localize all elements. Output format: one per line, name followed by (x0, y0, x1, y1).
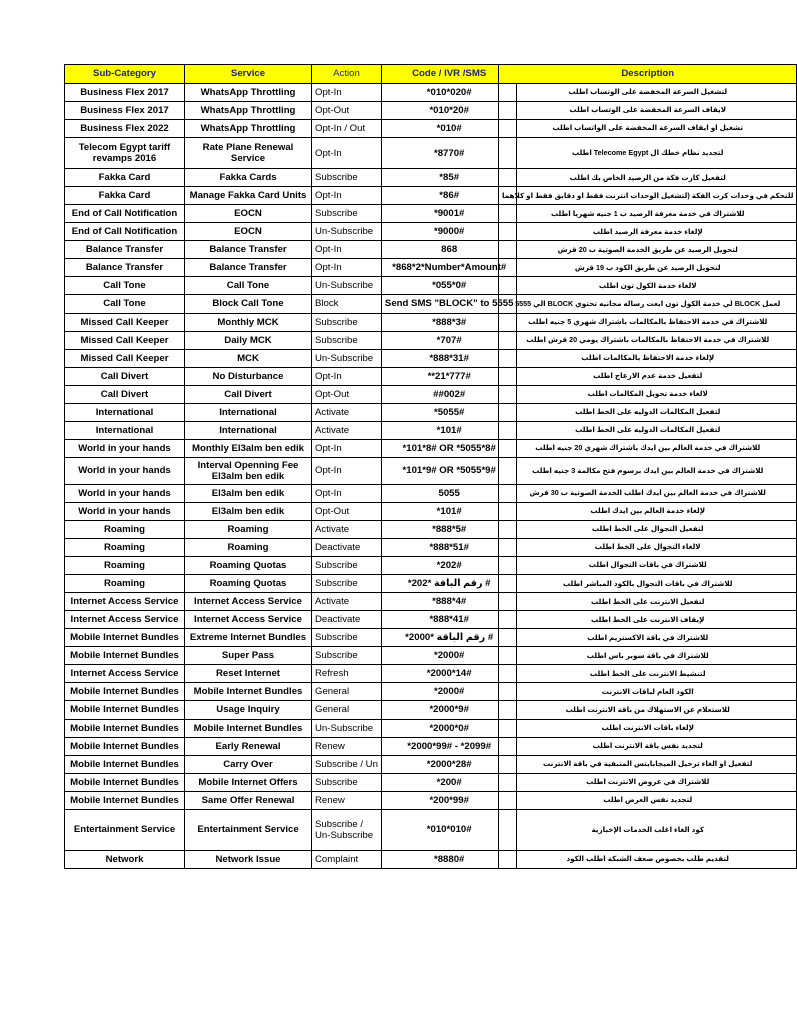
action-cell: Subscribe / Un (312, 755, 382, 773)
sub-category-cell: Business Flex 2017 (65, 84, 185, 102)
sub-category-cell: Missed Call Keeper (65, 349, 185, 367)
code-cell: *888*3# (381, 313, 517, 331)
action-cell: Deactivate (312, 539, 382, 557)
service-cell: Rate Plane Renewal Service (185, 138, 312, 169)
description-cell: لإلغاء خدمة العالم بين ايدك اطلب (499, 502, 797, 520)
sub-category-cell: Fakka Card (65, 169, 185, 187)
code-cell: *868*2*Number*Amount# (381, 259, 517, 277)
table-row (65, 313, 517, 331)
service-cell: Roaming Quotas (185, 575, 312, 593)
sub-category-cell: Call Divert (65, 367, 185, 385)
code-cell: *86# (381, 187, 517, 205)
table-row (65, 187, 517, 205)
action-cell: General (312, 683, 382, 701)
action-cell: Subscribe / Un-Subscribe (312, 809, 382, 850)
table-row (65, 259, 517, 277)
service-cell: Interval Openning Fee El3alm ben edik (185, 457, 312, 484)
code-cell: ##002# (381, 385, 517, 403)
code-cell: *010*020# (381, 84, 517, 102)
description-cell: لإلغاء باقات الانترنت اطلب (499, 719, 797, 737)
description-row (499, 809, 797, 850)
description-cell: لتفعيل خدمة عدم الازعاج اطلب (499, 367, 797, 385)
action-cell: Subscribe (312, 331, 382, 349)
action-cell: Opt-In (312, 457, 382, 484)
table-row (65, 791, 517, 809)
service-cell: Monthly El3alm ben edik (185, 439, 312, 457)
table-row (65, 169, 517, 187)
description-cell: لايقاف السرعة المخفضة على الوتساب اطلب (499, 102, 797, 120)
code-cell: *9001# (381, 205, 517, 223)
sub-category-cell: Roaming (65, 557, 185, 575)
description-row (499, 611, 797, 629)
code-cell: *2000*9# (381, 701, 517, 719)
description-row (499, 385, 797, 403)
description-row (499, 102, 797, 120)
description-cell: لتفعيل او الغاء ترحيل الميجابايتس المتبقية في باقة الانترنت (499, 755, 797, 773)
action-cell: Opt-Out (312, 385, 382, 403)
description-row (499, 331, 797, 349)
action-cell: Activate (312, 593, 382, 611)
table-row (65, 773, 517, 791)
code-cell: Send SMS "BLOCK" to 5555 (381, 295, 517, 313)
table-row (65, 120, 517, 138)
action-cell: Refresh (312, 665, 382, 683)
table-row (65, 439, 517, 457)
service-cell: Carry Over (185, 755, 312, 773)
table-row (65, 385, 517, 403)
description-cell: للاشتراك في باقات التجوال بالكود المباشر اطلب (499, 575, 797, 593)
description-cell: للاستعلام عن الاستهلاك من باقة الانترنت اطلب (499, 701, 797, 719)
service-cell: Usage Inquiry (185, 701, 312, 719)
table-row (65, 683, 517, 701)
code-cell: *8770# (381, 138, 517, 169)
action-cell: Opt-In (312, 367, 382, 385)
table-row (65, 557, 517, 575)
description-cell: لعمل BLOCK لي خدمة الكول تون ابعت رساله مجانيه تحتوي BLOCK الي 5555 (499, 295, 797, 313)
code-cell: *888*4# (381, 593, 517, 611)
description-cell: الكود العام لباقات الانترنت (499, 683, 797, 701)
table-row (65, 138, 517, 169)
table-row (65, 403, 517, 421)
service-cell: Monthly MCK (185, 313, 312, 331)
description-cell: للاشتراك في خدمة العالم بين ايدك برسوم فتح مكالمة 3 جنيه اطلب (499, 457, 797, 484)
description-header-row (499, 65, 797, 84)
code-cell: *101# (381, 421, 517, 439)
action-cell: Un-Subscribe (312, 719, 382, 737)
table-row (65, 102, 517, 120)
code-cell: *888*51# (381, 539, 517, 557)
description-cell: لتحويل الرصيد عن طريق الكود ب 19 قرش (499, 259, 797, 277)
action-cell: Activate (312, 520, 382, 538)
code-cell: *2000*0# (381, 719, 517, 737)
description-row (499, 737, 797, 755)
table-row (65, 457, 517, 484)
code-cell: *2000*99# - *2099# (381, 737, 517, 755)
description-row (499, 755, 797, 773)
action-cell: Opt-In / Out (312, 120, 382, 138)
description-cell: لالغاء خدمة الكول تون اطلب (499, 277, 797, 295)
description-cell: لتفعيل التجوال على الخط اطلب (499, 520, 797, 538)
service-cell: Balance Transfer (185, 241, 312, 259)
table-row (65, 575, 517, 593)
table-row (65, 277, 517, 295)
action-cell: Opt-Out (312, 502, 382, 520)
table-row (65, 421, 517, 439)
description-cell: للاشتراك في خدمة الاحتفاظ بالمكالمات باشتراك يومي 20 قرش اطلب (499, 331, 797, 349)
code-cell: *055*0# (381, 277, 517, 295)
sub-category-cell: Business Flex 2017 (65, 102, 185, 120)
action-cell: Opt-In (312, 439, 382, 457)
description-row (499, 84, 797, 102)
description-row (499, 773, 797, 791)
sub-category-cell: Mobile Internet Bundles (65, 737, 185, 755)
header-description: Description (499, 65, 797, 84)
sub-category-cell: Internet Access Service (65, 665, 185, 683)
code-cell: *101*8# OR *5055*8# (381, 439, 517, 457)
service-cell: No Disturbance (185, 367, 312, 385)
description-row (499, 120, 797, 138)
description-cell: للاشتراك في خدمة العالم بين ايدك اطلب الخدمة الصوتية ب 30 قرش (499, 484, 797, 502)
description-row (499, 367, 797, 385)
sub-category-cell: End of Call Notification (65, 205, 185, 223)
service-cell: Call Divert (185, 385, 312, 403)
sub-category-cell: World in your hands (65, 502, 185, 520)
description-cell: لتفعيل المكالمات الدوليه على الخط اطلب (499, 403, 797, 421)
service-cell: Network Issue (185, 850, 312, 868)
code-cell: *888*5# (381, 520, 517, 538)
action-cell: Opt-Out (312, 102, 382, 120)
code-cell: **21*777# (381, 367, 517, 385)
action-cell: Un-Subscribe (312, 277, 382, 295)
service-cell: Roaming (185, 539, 312, 557)
description-cell: لإلغاء خدمة الاحتفاظ بالمكالمات اطلب (499, 349, 797, 367)
description-cell: للاشتراك في باقة الاكستريم اطلب (499, 629, 797, 647)
action-cell: Subscribe (312, 773, 382, 791)
code-cell: *010*010# (381, 809, 517, 850)
description-cell: لتحويل الرصيد عن طريق الخدمة الصوتية ب 20 قرش (499, 241, 797, 259)
action-cell: Activate (312, 421, 382, 439)
table-row (65, 737, 517, 755)
service-cell: Call Tone (185, 277, 312, 295)
code-cell: *010*20# (381, 102, 517, 120)
table-body (65, 84, 517, 869)
sub-category-cell: Mobile Internet Bundles (65, 647, 185, 665)
action-cell: Opt-In (312, 259, 382, 277)
action-cell: Renew (312, 791, 382, 809)
description-cell: لتنشيط الانترنت على الخط اطلب (499, 665, 797, 683)
service-cell: Mobile Internet Offers (185, 773, 312, 791)
table-row (65, 665, 517, 683)
description-row (499, 421, 797, 439)
service-cell: MCK (185, 349, 312, 367)
description-row (499, 277, 797, 295)
table-row (65, 520, 517, 538)
sub-category-cell: Mobile Internet Bundles (65, 719, 185, 737)
description-row (499, 593, 797, 611)
action-cell: Opt-In (312, 484, 382, 502)
action-cell: Subscribe (312, 629, 382, 647)
description-cell: لإلغاء خدمة معرفة الرصيد اطلب (499, 223, 797, 241)
header-sub-category: Sub-Category (65, 65, 185, 84)
table-row (65, 809, 517, 850)
table-row (65, 755, 517, 773)
sub-category-cell: Mobile Internet Bundles (65, 773, 185, 791)
code-cell: 868 (381, 241, 517, 259)
description-body (499, 84, 797, 869)
action-cell: Block (312, 295, 382, 313)
service-cell: Internet Access Service (185, 593, 312, 611)
service-cell: El3alm ben edik (185, 502, 312, 520)
table-row (65, 539, 517, 557)
action-cell: Opt-In (312, 241, 382, 259)
description-row (499, 403, 797, 421)
description-row (499, 539, 797, 557)
codes-table (64, 64, 517, 869)
description-row (499, 850, 797, 868)
code-cell: *2000* رقم الباقة # (381, 629, 517, 647)
action-cell: Un-Subscribe (312, 349, 382, 367)
description-row (499, 520, 797, 538)
code-cell: *2000*14# (381, 665, 517, 683)
table-row (65, 629, 517, 647)
code-cell: *9000# (381, 223, 517, 241)
description-cell: للاشتراك في عروض الانترنت اطلب (499, 773, 797, 791)
sub-category-cell: Mobile Internet Bundles (65, 791, 185, 809)
table-row (65, 295, 517, 313)
description-row (499, 665, 797, 683)
table-row (65, 367, 517, 385)
description-row (499, 557, 797, 575)
description-cell: لتجديد نظام خطك ال Telecome Egypt اطلب (499, 138, 797, 169)
description-row (499, 241, 797, 259)
sub-category-cell: End of Call Notification (65, 223, 185, 241)
description-cell: كود الغاء اغلب الخدمات الإخبارية (499, 809, 797, 850)
table-row (65, 701, 517, 719)
action-cell: Renew (312, 737, 382, 755)
service-cell: Balance Transfer (185, 259, 312, 277)
code-cell: *888*31# (381, 349, 517, 367)
description-cell: للاشتراك في خدمة الاحتفاظ بالمكالمات باشتراك شهري 5 جنيه اطلب (499, 313, 797, 331)
sub-category-cell: Entertainment Service (65, 809, 185, 850)
service-cell: Manage Fakka Card Units (185, 187, 312, 205)
table-row (65, 647, 517, 665)
action-cell: Opt-In (312, 84, 382, 102)
action-cell: Deactivate (312, 611, 382, 629)
description-cell: لتجديد نفس باقة الانترنت اطلب (499, 737, 797, 755)
action-cell: Un-Subscribe (312, 223, 382, 241)
description-row (499, 719, 797, 737)
sub-category-cell: Call Tone (65, 277, 185, 295)
sub-category-cell: Balance Transfer (65, 259, 185, 277)
description-table (498, 64, 797, 869)
table-row (65, 850, 517, 868)
header-action: Action (312, 65, 382, 84)
service-cell: Daily MCK (185, 331, 312, 349)
description-cell: للاشتراك في خدمة العالم بين ايدك باشتراك شهري 20 جنيه اطلب (499, 439, 797, 457)
service-cell: Extreme Internet Bundles (185, 629, 312, 647)
code-cell: *707# (381, 331, 517, 349)
description-cell: للاشتراك في باقة سوبر باس اطلب (499, 647, 797, 665)
sub-category-cell: Missed Call Keeper (65, 313, 185, 331)
code-cell: *010# (381, 120, 517, 138)
service-cell: International (185, 403, 312, 421)
code-cell: *101# (381, 502, 517, 520)
service-cell: Block Call Tone (185, 295, 312, 313)
code-cell: *8880# (381, 850, 517, 868)
code-cell: *888*41# (381, 611, 517, 629)
code-cell: *200*99# (381, 791, 517, 809)
description-cell: لتجديد نفس العرض اطلب (499, 791, 797, 809)
service-cell: Entertainment Service (185, 809, 312, 850)
description-row (499, 205, 797, 223)
table-row (65, 611, 517, 629)
sub-category-cell: Mobile Internet Bundles (65, 683, 185, 701)
description-cell: لالغاء التجوال على الخط اطلب (499, 539, 797, 557)
service-cell: El3alm ben edik (185, 484, 312, 502)
code-cell: *2000# (381, 683, 517, 701)
service-cell: WhatsApp Throttling (185, 120, 312, 138)
sub-category-cell: Call Divert (65, 385, 185, 403)
action-cell: Subscribe (312, 575, 382, 593)
sub-category-cell: International (65, 421, 185, 439)
service-cell: WhatsApp Throttling (185, 102, 312, 120)
sub-category-cell: Mobile Internet Bundles (65, 701, 185, 719)
service-cell: Internet Access Service (185, 611, 312, 629)
table-row (65, 484, 517, 502)
service-cell: EOCN (185, 205, 312, 223)
description-row (499, 629, 797, 647)
description-cell: لتفعيل الانترنت على الخط اطلب (499, 593, 797, 611)
service-cell: Roaming (185, 520, 312, 538)
description-row (499, 457, 797, 484)
sub-category-cell: Internet Access Service (65, 611, 185, 629)
table-row (65, 241, 517, 259)
description-cell: لتفعيل كارت فكة من الرصيد الخاص بك اطلب (499, 169, 797, 187)
sub-category-cell: Telecom Egypt tariff revamps 2016 (65, 138, 185, 169)
description-row (499, 313, 797, 331)
description-row (499, 484, 797, 502)
description-row (499, 259, 797, 277)
table-row (65, 502, 517, 520)
sub-category-cell: Missed Call Keeper (65, 331, 185, 349)
description-cell: لإيقاف الانترنت على الخط اطلب (499, 611, 797, 629)
sub-category-cell: Mobile Internet Bundles (65, 629, 185, 647)
sub-category-cell: Call Tone (65, 295, 185, 313)
sub-category-cell: Balance Transfer (65, 241, 185, 259)
code-cell: *2000*28# (381, 755, 517, 773)
sub-category-cell: International (65, 403, 185, 421)
action-cell: Subscribe (312, 313, 382, 331)
description-cell: لتفعيل المكالمات الدوليه على الخط اطلب (499, 421, 797, 439)
sub-category-cell: World in your hands (65, 457, 185, 484)
description-cell: للاشتراك في خدمة معرفة الرصيد ب 1 جنيه شهريا اطلب (499, 205, 797, 223)
service-cell: EOCN (185, 223, 312, 241)
action-cell: Subscribe (312, 205, 382, 223)
action-cell: General (312, 701, 382, 719)
action-cell: Opt-In (312, 138, 382, 169)
service-cell: WhatsApp Throttling (185, 84, 312, 102)
sub-category-cell: Internet Access Service (65, 593, 185, 611)
description-cell: لتشغيل السرعة المخفضة على الوتساب اطلب (499, 84, 797, 102)
description-row (499, 349, 797, 367)
description-row (499, 701, 797, 719)
table-row (65, 205, 517, 223)
description-cell: للاشتراك في باقات التجوال اطلب (499, 557, 797, 575)
action-cell: Subscribe (312, 557, 382, 575)
service-cell: Mobile Internet Bundles (185, 683, 312, 701)
table-row (65, 719, 517, 737)
sub-category-cell: Roaming (65, 520, 185, 538)
description-cell: للتحكم في وحدات كرت الفكة (لتشغيل الوحدات انترنت فقط او دقايق فقط او كلاهما (499, 187, 797, 205)
action-cell: Opt-In (312, 187, 382, 205)
code-cell: *2000# (381, 647, 517, 665)
description-row (499, 223, 797, 241)
service-cell: Early Renewal (185, 737, 312, 755)
action-cell: Activate (312, 403, 382, 421)
code-cell: 5055 (381, 484, 517, 502)
sub-category-cell: World in your hands (65, 484, 185, 502)
action-cell: Subscribe (312, 647, 382, 665)
table-row (65, 331, 517, 349)
table-row (65, 84, 517, 102)
description-row (499, 502, 797, 520)
description-row (499, 187, 797, 205)
service-cell: Same Offer Renewal (185, 791, 312, 809)
description-row (499, 683, 797, 701)
code-cell: *85# (381, 169, 517, 187)
description-cell: تشغيل او ايقاف السرعة المخفضة على الواتساب اطلب (499, 120, 797, 138)
code-cell: *101*9# OR *5055*9# (381, 457, 517, 484)
description-row (499, 138, 797, 169)
sub-category-cell: Mobile Internet Bundles (65, 755, 185, 773)
table-row (65, 223, 517, 241)
service-cell: Super Pass (185, 647, 312, 665)
action-cell: Subscribe (312, 169, 382, 187)
header-row (65, 65, 517, 84)
sub-category-cell: Roaming (65, 539, 185, 557)
sub-category-cell: World in your hands (65, 439, 185, 457)
description-row (499, 169, 797, 187)
description-row (499, 575, 797, 593)
table-row (65, 349, 517, 367)
header-code: Code / IVR /SMS (381, 65, 517, 84)
sub-category-cell: Network (65, 850, 185, 868)
code-cell: *200# (381, 773, 517, 791)
service-cell: Mobile Internet Bundles (185, 719, 312, 737)
sub-category-cell: Business Flex 2022 (65, 120, 185, 138)
sub-category-cell: Roaming (65, 575, 185, 593)
action-cell: Complaint (312, 850, 382, 868)
code-cell: *202* رقم الباقة # (381, 575, 517, 593)
description-row (499, 439, 797, 457)
description-row (499, 647, 797, 665)
service-cell: Roaming Quotas (185, 557, 312, 575)
description-row (499, 791, 797, 809)
code-cell: *202# (381, 557, 517, 575)
service-cell: Fakka Cards (185, 169, 312, 187)
service-cell: International (185, 421, 312, 439)
description-cell: لتقديم طلب بخصوص ضعف الشبكة اطلب الكود (499, 850, 797, 868)
description-row (499, 295, 797, 313)
header-service: Service (185, 65, 312, 84)
sub-category-cell: Fakka Card (65, 187, 185, 205)
description-cell: لالغاء خدمة تحويل المكالمات اطلب (499, 385, 797, 403)
service-cell: Reset Internet (185, 665, 312, 683)
code-cell: *5055# (381, 403, 517, 421)
table-row (65, 593, 517, 611)
